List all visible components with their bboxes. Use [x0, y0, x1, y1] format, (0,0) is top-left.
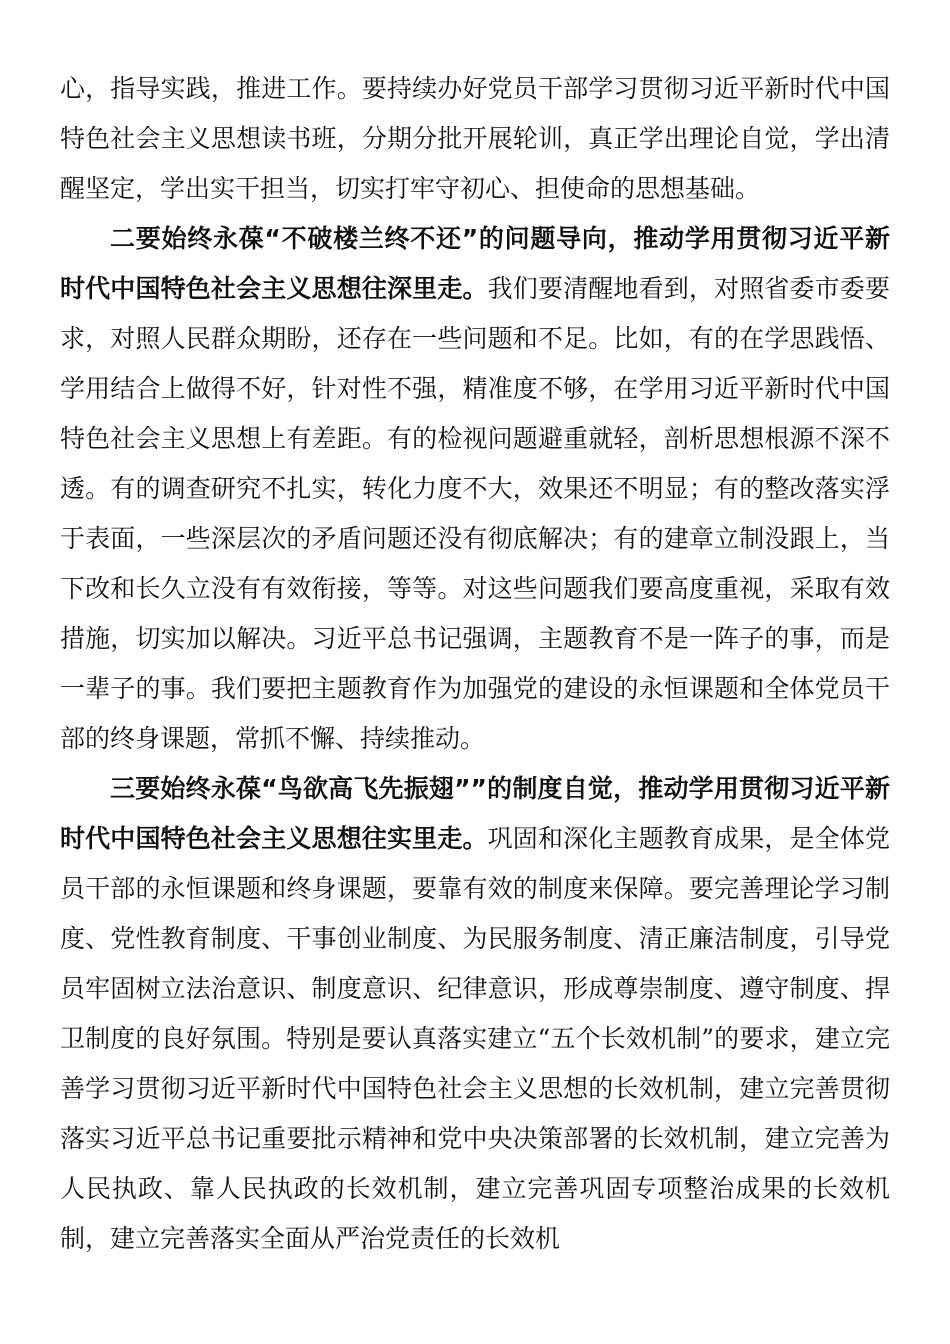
- paragraph-3: [60, 764, 890, 1264]
- paragraph-1: [60, 64, 890, 214]
- paragraph-3-body: 巩固和深化主题教育成果，是全体党员干部的永恒课题和终身课题，要靠有效的制度来保障。要完善理论学习制度、党性教育制度、干事创业制度、为民服务制度、清正廉洁制度，引导党员牢固树立法治意识、制度意识、纪律意识，形成尊崇制度、遵守制度、捍卫制度的良好氛围。特别是要认真落实建立“五个长效机制”的要求，建立完善学习贯彻习近平新时代中国特色社会主义思想的长效机制，建立完善贯彻落实习近平总书记重要批示精神和党中央决策部署的长效机制，建立完善为人民执政、靠人民执政的长效机制，建立完善巩固专项整治成果的长效机制，建立完善落实全面从严治党责任的长效机: [60, 824, 890, 1253]
- paragraph-2-lead: 二要始终永葆“不破楼兰终不还”的问题导向，推动学用贯彻习近平新时代中国特色社会主义思想往深里走。: [60, 224, 890, 303]
- document-page: [60, 64, 890, 1264]
- paragraph-3-lead: 三要始终永葆“鸟欲高飞先振翅””的制度自觉，推动学用贯彻习近平新时代中国特色社会主义思想往实里走。: [60, 774, 890, 853]
- paragraph-2: [60, 214, 890, 764]
- paragraph-2-body: 我们要清醒地看到，对照省委市委要求，对照人民群众期盼，还存在一些问题和不足。比如，有的在学思践悟、学用结合上做得不好，针对性不强，精准度不够，在学用习近平新时代中国特色社会主义思想上有差距。有的检视问题避重就轻，剖析思想根源不深不透。有的调查研究不扎实，转化力度不大，效果还不明显；有的整改落实浮于表面，一些深层次的矛盾问题还没有彻底解决；有的建章立制没跟上，当下改和长久立没有有效衔接，等等。对这些问题我们要高度重视，采取有效措施，切实加以解决。习近平总书记强调，主题教育不是一阵子的事，而是一辈子的事。我们要把主题教育作为加强党的建设的永恒课题和全体党员干部的终身课题，常抓不懈、持续推动。: [60, 274, 890, 753]
- paragraph-1-body: 心，指导实践，推进工作。要持续办好党员干部学习贯彻习近平新时代中国特色社会主义思想读书班，分期分批开展轮训，真正学出理论自觉，学出清醒坚定，学出实干担当，切实打牢守初心、担使命的思想基础。: [60, 74, 890, 203]
